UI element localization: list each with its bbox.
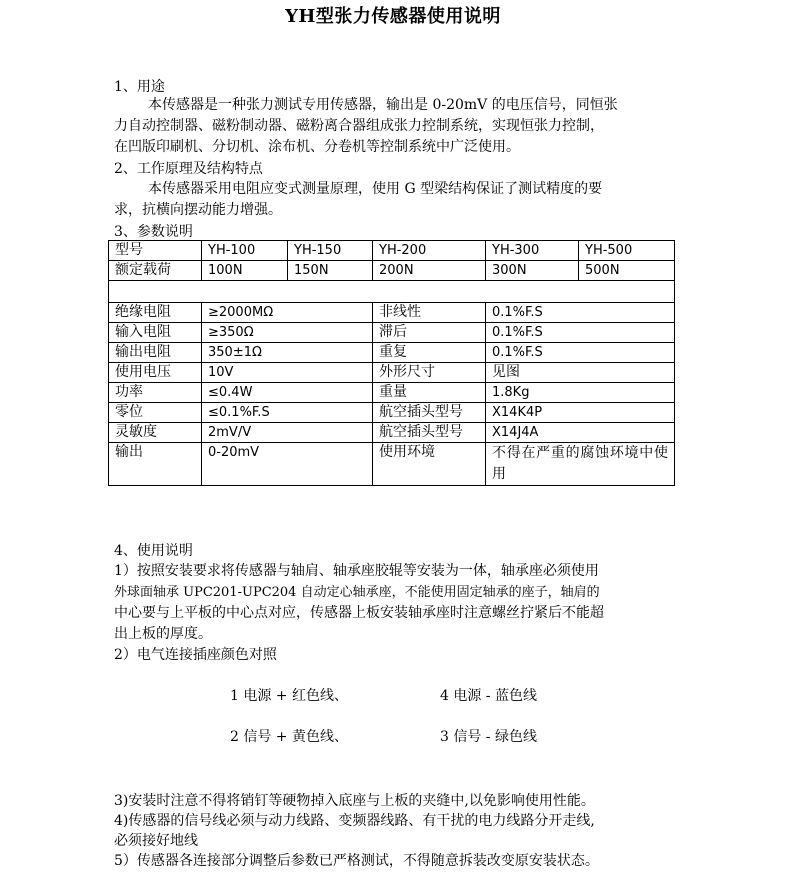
cell-param-value: ≥350Ω: [202, 323, 373, 343]
item-1-line-3: 中心要与上平板的中心点对应，传感器上板安装轴承座时注意螺丝拧紧后不能超: [114, 605, 604, 621]
page-title: YH型张力传感器使用说明: [285, 6, 501, 27]
cell-load-300: 300N: [486, 261, 579, 281]
cell-model-yh500: YH-500: [579, 241, 675, 261]
model-row: [109, 241, 675, 261]
section-1-heading: 1、用途: [114, 79, 165, 95]
cell-load-500: 500N: [579, 261, 675, 281]
wire-3: 3 信号 - 绿色线: [440, 729, 537, 745]
section-1-line-2: 力自动控制器、磁粉制动器、磁粉离合器组成张力控制系统，实现恒张力控制，: [114, 118, 604, 134]
cell-param-value: ≤0.4W: [202, 383, 373, 403]
cell-param-value: 0-20mV: [202, 443, 373, 486]
wire-4: 4 电源 - 蓝色线: [440, 688, 537, 704]
section-2-heading: 2、工作原理及结构特点: [114, 161, 263, 177]
item-2: 2）电气连接插座颜色对照: [114, 647, 277, 663]
rated-load-row: [109, 261, 675, 281]
cell-param-name: 重复: [373, 343, 486, 363]
cell-param-name: 滞后: [373, 323, 486, 343]
wire-2: 2 信号 + 黄色线、: [230, 729, 348, 745]
cell-param-name: 航空插头型号: [373, 423, 486, 443]
cell-param-name: 输出: [109, 443, 202, 486]
item-1-line-4: 出上板的厚度。: [114, 626, 212, 642]
item-4-line-1: 4)传感器的信号线必须与动力线路、变频器线路、有干扰的电力线路分开走线,: [114, 813, 595, 829]
cell-param-value: 2mV/V: [202, 423, 373, 443]
cell-param-value: X14K4P: [486, 403, 675, 423]
cell-load-200: 200N: [373, 261, 486, 281]
item-1-line-2: 外球面轴承 UPC201-UPC204 自动定心轴承座，不能使用固定轴承的座子，轴肩的: [114, 585, 600, 600]
cell-param-value: 10V: [202, 363, 373, 383]
cell-param-name: 零位: [109, 403, 202, 423]
item-4-line-2: 必须接好地线: [114, 833, 198, 849]
cell-load-150: 150N: [288, 261, 373, 281]
cell-param-value: 不得在严重的腐蚀环境中使用: [486, 443, 675, 486]
param-row: [109, 343, 675, 363]
param-row: [109, 323, 675, 343]
cell-param-value: 0.1%F.S: [486, 303, 675, 323]
item-3: 3)安装时注意不得将销钉等硬物掉入底座与上板的夹缝中,以免影响使用性能。: [114, 793, 595, 809]
item-1-line-1: 1）按照安装要求将传感器与轴肩、轴承座胶辊等安装为一体，轴承座必须使用: [114, 563, 599, 579]
cell-param-value: 0.1%F.S: [486, 343, 675, 363]
param-row: [109, 383, 675, 403]
cell-param-name: 使用环境: [373, 443, 486, 486]
cell-load-label: 额定载荷: [109, 261, 202, 281]
param-row: [109, 363, 675, 383]
cell-param-name: 功率: [109, 383, 202, 403]
parameter-table: [108, 240, 675, 486]
section-1-line-3: 在凹版印刷机、分切机、涂布机、分卷机等控制系统中广泛使用。: [114, 139, 520, 155]
cell-param-name: 输出电阻: [109, 343, 202, 363]
cell-param-name: 灵敏度: [109, 423, 202, 443]
section-1-line-1: 本传感器是一种张力测试专用传感器，输出是 0-20mV 的电压信号，同恒张: [148, 97, 618, 113]
cell-param-name: 外形尺寸: [373, 363, 486, 383]
cell-model-yh300: YH-300: [486, 241, 579, 261]
cell-model-label: 型号: [109, 241, 202, 261]
cell-param-name: 非线性: [373, 303, 486, 323]
blank-row: [109, 281, 675, 303]
param-row: [109, 443, 675, 486]
cell-param-value: 见图: [486, 363, 675, 383]
cell-load-100: 100N: [202, 261, 288, 281]
cell-param-value: X14J4A: [486, 423, 675, 443]
cell-param-value: 0.1%F.S: [486, 323, 675, 343]
param-row: [109, 403, 675, 423]
cell-param-name: 使用电压: [109, 363, 202, 383]
section-2-line-2: 求，抗横向摆动能力增强。: [114, 202, 282, 218]
cell-param-name: 重量: [373, 383, 486, 403]
param-row: [109, 303, 675, 323]
cell-model-yh200: YH-200: [373, 241, 486, 261]
cell-param-name: 航空插头型号: [373, 403, 486, 423]
cell-param-value: ≤0.1%F.S: [202, 403, 373, 423]
cell-param-value: 1.8Kg: [486, 383, 675, 403]
cell-param-value: ≥2000MΩ: [202, 303, 373, 323]
section-4-heading: 4、使用说明: [114, 543, 193, 559]
blank-cell: [109, 281, 675, 303]
param-row: [109, 423, 675, 443]
cell-param-name: 输入电阻: [109, 323, 202, 343]
section-2-line-1: 本传感器采用电阻应变式测量原理，使用 G 型梁结构保证了测试精度的要: [148, 181, 603, 197]
cell-model-yh100: YH-100: [202, 241, 288, 261]
cell-model-yh150: YH-150: [288, 241, 373, 261]
wire-1: 1 电源 + 红色线、: [230, 688, 348, 704]
item-5: 5）传感器各连接部分调整后参数已严格测试，不得随意拆装改变原安装状态。: [114, 853, 599, 869]
cell-param-name: 绝缘电阻: [109, 303, 202, 323]
cell-param-value: 350±1Ω: [202, 343, 373, 363]
section-3-heading: 3、参数说明: [114, 224, 193, 240]
